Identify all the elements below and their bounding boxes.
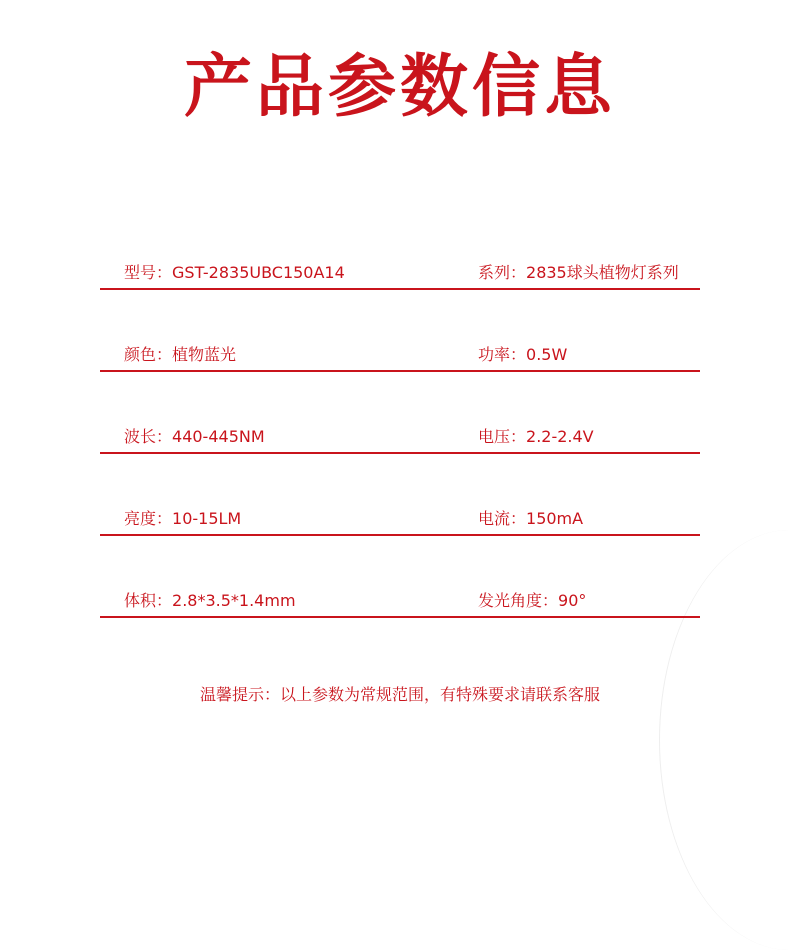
spec-value: 90° xyxy=(558,591,587,610)
row-divider xyxy=(100,370,700,372)
spec-color xyxy=(124,344,236,366)
spec-row-brightness-current xyxy=(100,494,700,576)
spec-beam-angle xyxy=(478,590,586,612)
spec-value: 10-15LM xyxy=(172,509,242,528)
spec-value: 2835球头植物灯系列 xyxy=(526,263,679,282)
row-divider xyxy=(100,288,700,290)
spec-wavelength xyxy=(124,426,265,448)
spec-label: 体积： xyxy=(124,591,173,610)
spec-current xyxy=(478,508,583,530)
spec-label: 发光角度： xyxy=(478,591,559,610)
spec-voltage xyxy=(478,426,594,448)
spec-label: 亮度： xyxy=(124,509,173,528)
spec-label: 型号： xyxy=(124,263,173,282)
spec-table xyxy=(100,248,700,658)
spec-row-size-angle xyxy=(100,576,700,658)
spec-row-color-power xyxy=(100,330,700,412)
spec-value: 440-445NM xyxy=(172,427,265,446)
row-divider xyxy=(100,452,700,454)
spec-label: 电流： xyxy=(478,509,527,528)
spec-series xyxy=(478,262,679,284)
footer-note: 温馨提示：以上参数为常规范围，有特殊要求请联系客服 xyxy=(199,685,600,704)
spec-label: 系列： xyxy=(478,263,527,282)
spec-model xyxy=(124,262,345,284)
spec-brightness xyxy=(124,508,241,530)
spec-row-model-series xyxy=(100,248,700,330)
row-divider xyxy=(100,534,700,536)
spec-label: 电压： xyxy=(478,427,527,446)
spec-label: 颜色： xyxy=(124,345,173,364)
spec-row-wavelength-voltage xyxy=(100,412,700,494)
spec-power xyxy=(478,344,567,366)
spec-value: 植物蓝光 xyxy=(172,345,237,364)
spec-value: 0.5W xyxy=(526,345,568,364)
spec-size xyxy=(124,590,296,612)
spec-value: 2.2-2.4V xyxy=(526,427,594,446)
spec-label: 功率： xyxy=(478,345,527,364)
page-title: 产品参数信息 xyxy=(183,48,616,127)
spec-value: GST-2835UBC150A14 xyxy=(172,263,345,282)
spec-value: 150mA xyxy=(526,509,584,528)
spec-label: 波长： xyxy=(124,427,173,446)
row-divider xyxy=(100,616,700,618)
spec-value: 2.8*3.5*1.4mm xyxy=(172,591,296,610)
